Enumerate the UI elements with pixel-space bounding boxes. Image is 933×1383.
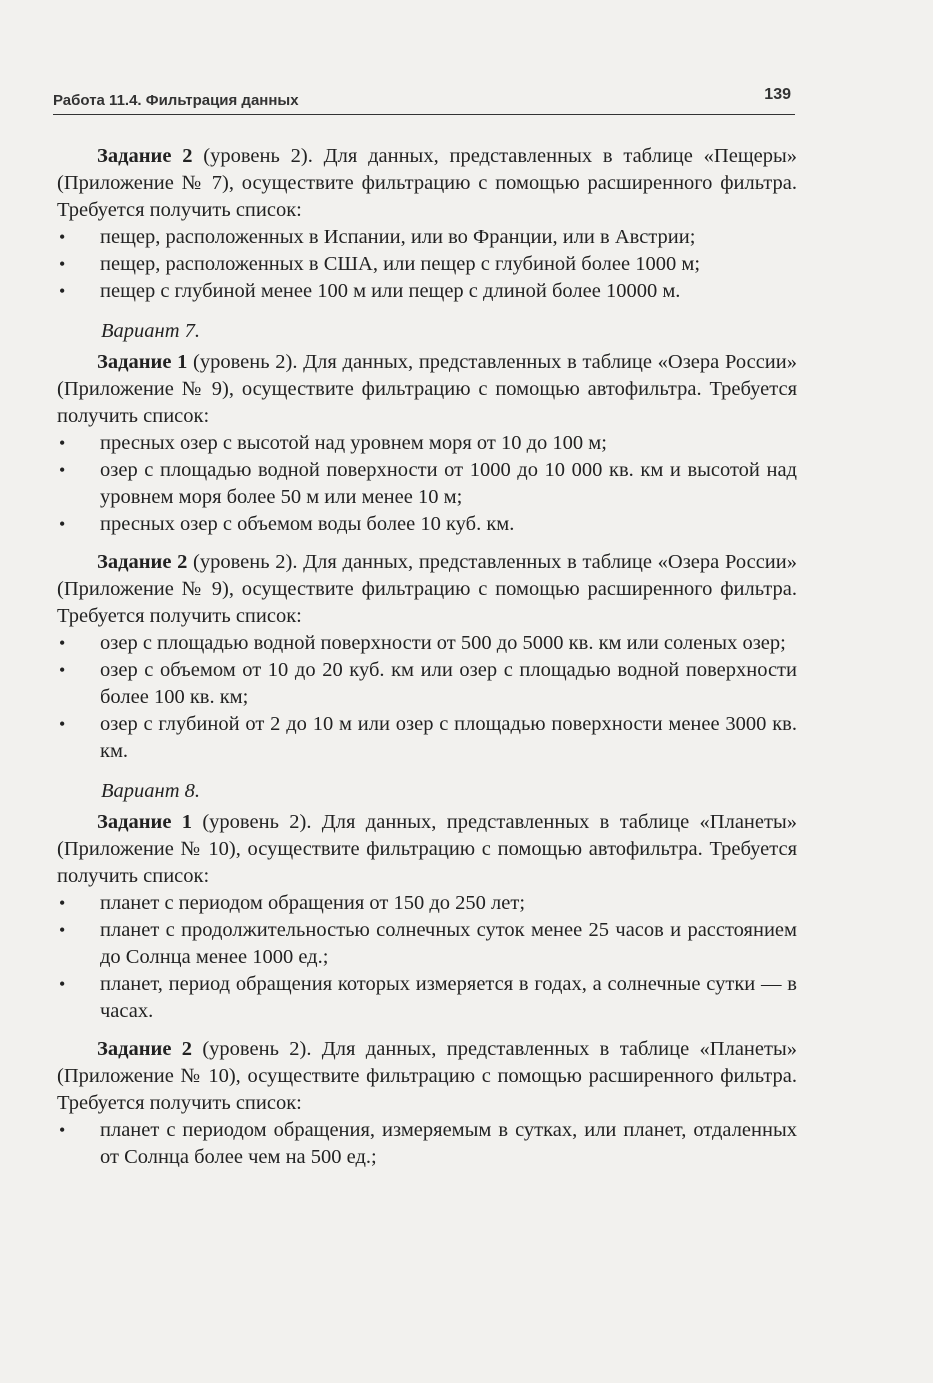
list-item-text: пресных озер с объемом воды более 10 куб. км. [100, 513, 515, 535]
list-item-text: пещер, расположенных в США, или пещер с глубиной более 1000 м; [100, 253, 701, 275]
task-paragraph [57, 349, 797, 430]
list-item-text: пресных озер с высотой над уровнем моря от 10 до 100 м; [100, 432, 607, 454]
bullet-icon: • [59, 893, 66, 913]
bullet-icon: • [59, 514, 66, 534]
task-text: (уровень 2). Для данных, представленных в таблице «Озера России» (Приложение № 9), осуществите фильтрацию с помощью автофильтра. Требуется получить список: [57, 351, 797, 427]
task-paragraph [57, 549, 797, 630]
list-item [57, 457, 797, 511]
task-label: Задание 2 [97, 1038, 193, 1060]
task-text: (уровень 2). Для данных, представленных в таблице «Пещеры» (Приложение № 7), осуществите фильтрацию с помощью расширенного фильтра. Требуется получить список: [57, 145, 797, 221]
bullet-icon: • [59, 660, 66, 680]
list-item [57, 657, 797, 711]
list-item [57, 971, 797, 1025]
task-paragraph [57, 143, 797, 224]
spacer [57, 538, 797, 549]
list-item-text: планет с продолжительностью солнечных суток менее 25 часов и расстоянием до Солнца менее 1000 ед.; [100, 919, 797, 968]
list-item [57, 711, 797, 765]
list-item [57, 1117, 797, 1171]
page-header [53, 82, 795, 115]
task-label: Задание 1 [97, 811, 193, 833]
task-text: (уровень 2). Для данных, представленных в таблице «Планеты» (Приложение № 10), осуществите фильтрацию с помощью расширенного фильтра. Требуется получить список: [57, 1038, 797, 1114]
page-body [57, 143, 797, 1171]
bullet-list [57, 630, 797, 765]
bullet-list [57, 430, 797, 538]
bullet-icon: • [59, 433, 66, 453]
bullet-icon: • [59, 633, 66, 653]
bullet-list [57, 224, 797, 305]
task-label: Задание 1 [97, 351, 188, 373]
task-paragraph [57, 1036, 797, 1117]
task-text: (уровень 2). Для данных, представленных в таблице «Планеты» (Приложение № 10), осуществите фильтрацию с помощью автофильтра. Требуется получить список: [57, 811, 797, 887]
task-text: (уровень 2). Для данных, представленных в таблице «Озера России» (Приложение № 9), осуществите фильтрацию с помощью расширенного фильтра. Требуется получить список: [57, 551, 797, 627]
list-item [57, 278, 797, 305]
list-item [57, 630, 797, 657]
bullet-list [57, 1117, 797, 1171]
list-item [57, 511, 797, 538]
variant-heading: Вариант 7. [101, 320, 200, 342]
spacer [57, 1025, 797, 1036]
task-label: Задание 2 [97, 145, 193, 167]
bullet-icon: • [59, 227, 66, 247]
list-item-text: планет с периодом обращения от 150 до 250 лет; [100, 892, 526, 914]
list-item [57, 890, 797, 917]
list-item-text: озер с площадью водной поверхности от 1000 до 10 000 кв. км и высотой над уровнем моря более 50 м или менее 10 м; [100, 459, 797, 508]
bullet-icon: • [59, 254, 66, 274]
list-item [57, 251, 797, 278]
list-item [57, 224, 797, 251]
list-item-text: планет, период обращения которых измеряется в годах, а солнечные сутки — в часах. [100, 973, 797, 1022]
variant-heading: Вариант 8. [101, 780, 200, 802]
list-item-text: озер с площадью водной поверхности от 500 до 5000 кв. км или соленых озер; [100, 632, 786, 654]
list-item-text: планет с периодом обращения, измеряемым в сутках, или планет, отдаленных от Солнца более чем на 500 ед.; [100, 1119, 797, 1168]
bullet-icon: • [59, 974, 66, 994]
running-title: Работа 11.4. Фильтрация данных [53, 92, 299, 109]
list-item-text: пещер с глубиной менее 100 м или пещер с длиной более 10000 м. [100, 280, 681, 302]
task-paragraph [57, 809, 797, 890]
bullet-icon: • [59, 460, 66, 480]
list-item-text: озер с глубиной от 2 до 10 м или озер с площадью поверхности менее 3000 кв. км. [100, 713, 797, 762]
bullet-list [57, 890, 797, 1025]
list-item [57, 917, 797, 971]
bullet-icon: • [59, 920, 66, 940]
bullet-icon: • [59, 714, 66, 734]
bullet-icon: • [59, 1120, 66, 1140]
list-item-text: озер с объемом от 10 до 20 куб. км или озер с площадью водной поверхности более 100 кв. км; [100, 659, 797, 708]
page-number: 139 [764, 86, 791, 103]
list-item [57, 430, 797, 457]
bullet-icon: • [59, 281, 66, 301]
list-item-text: пещер, расположенных в Испании, или во Франции, или в Австрии; [100, 226, 696, 248]
task-label: Задание 2 [97, 551, 188, 573]
